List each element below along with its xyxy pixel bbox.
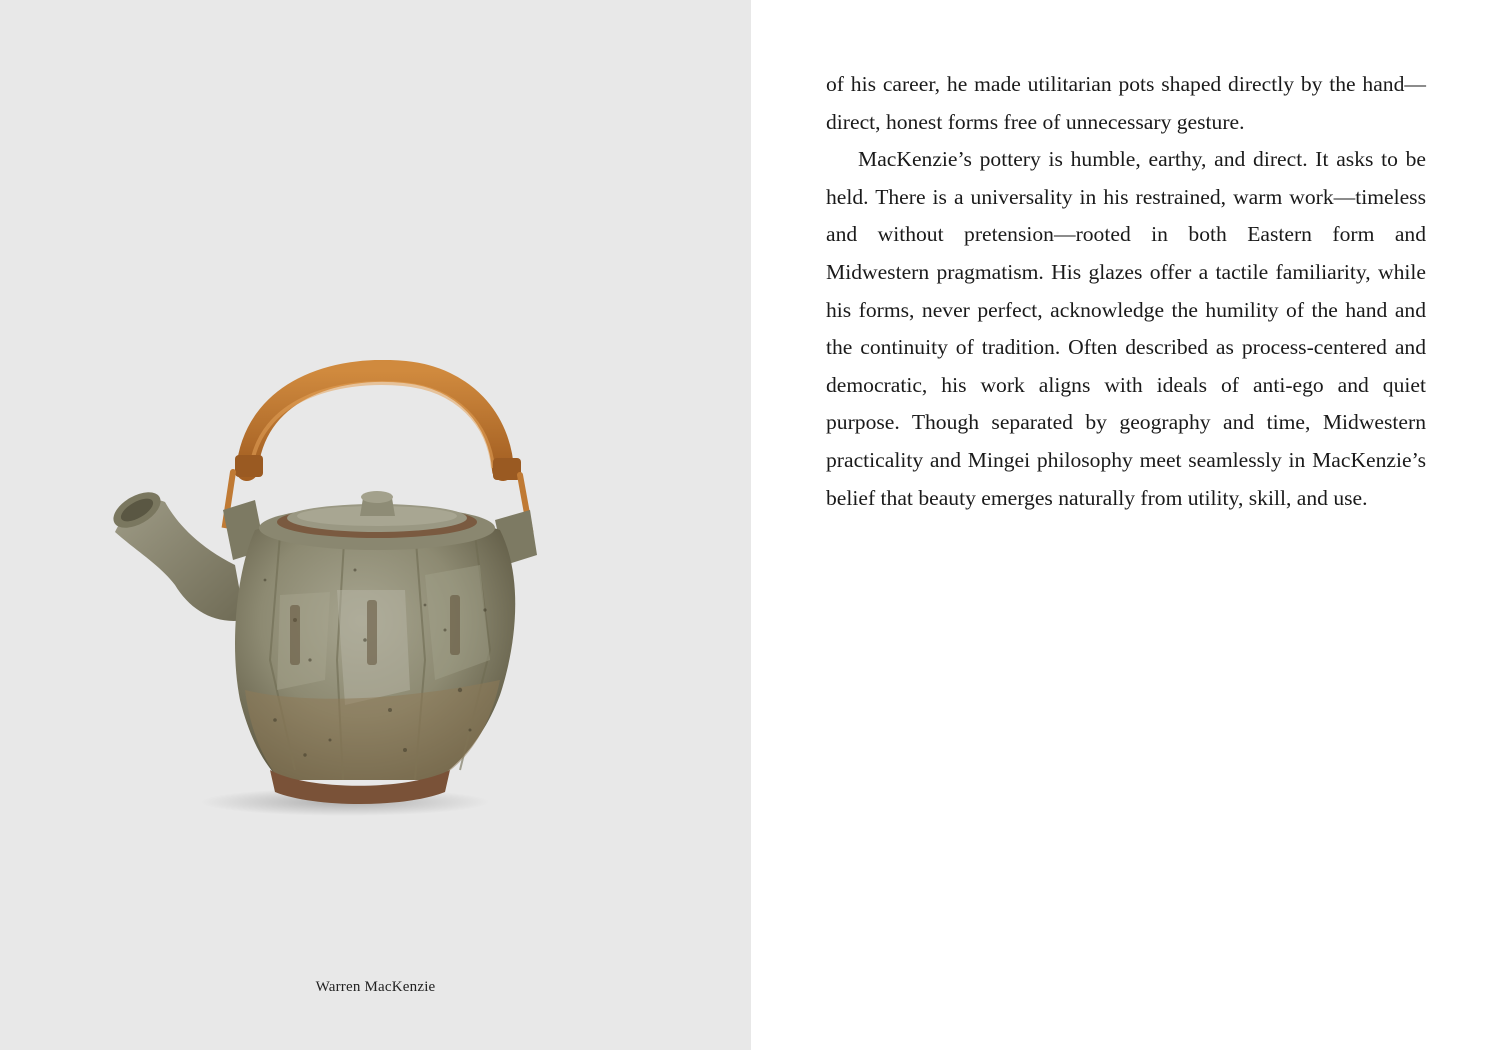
- image-caption: Warren MacKenzie: [315, 979, 436, 995]
- teapot-image: [105, 360, 565, 840]
- paragraph-continuation: of his career, he made utilitarian pots shaped directly by the hand—direct, honest forms free of unnecessary gesture.: [826, 72, 1426, 134]
- right-page: [751, 0, 1500, 1050]
- paragraph-mackenzie: MacKenzie’s pottery is humble, earthy, and direct. It asks to be held. There is a universality in his restrained, warm work—timeless and without pretension—rooted in both Eastern form and Midwestern pragmatism. His glazes offer a tactile familiarity, while his forms, never perfect, acknowledge the humility of the hand and the continuity of tradition. Often described as process-centered and democratic, his work aligns with ideals of anti-ego and quiet purpose. Though separated by geography and time, Midwestern practicality and Mingei philosophy meet seamlessly in MacKenzie’s belief that beauty emerges naturally from utility, skill, and use.: [826, 147, 1426, 510]
- body-text: [826, 66, 1426, 517]
